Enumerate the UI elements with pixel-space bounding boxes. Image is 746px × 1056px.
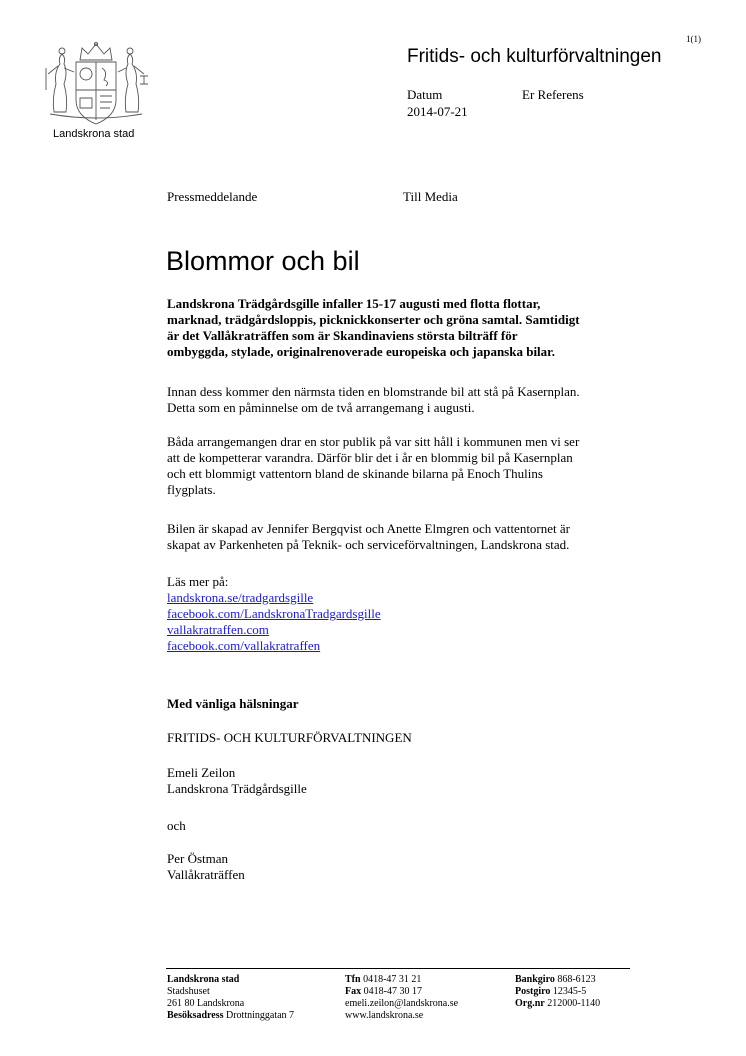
paragraph-2 xyxy=(167,434,652,498)
department-caps: FRITIDS- OCH KULTURFÖRVALTNINGEN xyxy=(167,730,412,745)
read-more-label: Läs mer på: xyxy=(167,574,229,589)
coat-of-arms-logo xyxy=(36,38,156,128)
greeting: Med vänliga hälsningar xyxy=(167,696,299,711)
footer-building: Stadshuset xyxy=(167,986,210,997)
footer-banking xyxy=(515,974,600,1010)
signature-1 xyxy=(167,765,652,797)
date-value: 2014-07-21 xyxy=(407,104,468,119)
paragraph-line: flygplats. xyxy=(167,482,216,497)
footer-fax-value: 0418-47 30 17 xyxy=(363,986,422,997)
lead-line: ombyggda, stylade, originalrenoverade europeiska och japanska bilar. xyxy=(167,344,555,359)
link-vallakratraffen[interactable]: vallakratraffen.com xyxy=(167,622,269,637)
department-name: Fritids- och kulturförvaltningen xyxy=(407,46,662,67)
lead-line: Landskrona Trädgårdsgille infaller 15-17 augusti med flotta flottar, xyxy=(167,296,541,311)
footer-orgnr-label: Org.nr xyxy=(515,998,545,1009)
footer-org: Landskrona stad xyxy=(167,974,240,985)
footer-contact xyxy=(345,974,458,1022)
signature-2 xyxy=(167,851,652,883)
link-facebook-vallakratraffen[interactable]: facebook.com/vallakratraffen xyxy=(167,638,321,653)
footer-postgiro-label: Postgiro xyxy=(515,986,551,997)
paragraph-line: Båda arrangemangen drar en stor publik på var sitt håll i kommunen men vi ser xyxy=(167,434,580,449)
footer-web: www.landskrona.se xyxy=(345,1010,424,1021)
link-facebook-tradgardsgille[interactable]: facebook.com/LandskronaTradgardsgille xyxy=(167,606,381,621)
footer-postal: 261 80 Landskrona xyxy=(167,998,245,1009)
paragraph-3 xyxy=(167,521,652,553)
footer-email: emeli.zeilon@landskrona.se xyxy=(345,998,459,1009)
paragraph-line: skapat av Parkenheten på Teknik- och serviceförvaltningen, Landskrona stad. xyxy=(167,537,570,552)
paragraph-line: att de kompetterar varandra. Därför blir det i år en blommig bil på Kasernplan xyxy=(167,450,573,465)
signature-org: Landskrona Trädgårdsgille xyxy=(167,781,307,796)
signature-name: Emeli Zeilon xyxy=(167,765,236,780)
lead-line: marknad, trädgårdsloppis, picknickkonserter och gröna samtal. Samtidigt xyxy=(167,312,580,327)
paragraph-1 xyxy=(167,384,652,416)
lead-paragraph xyxy=(167,296,652,360)
logo-text: Landskrona stad xyxy=(53,128,135,140)
document-type: Pressmeddelande xyxy=(167,189,258,204)
read-more-section xyxy=(167,574,652,654)
paragraph-line: Bilen är skapad av Jennifer Bergqvist och Anette Elmgren och vattentornet är xyxy=(167,521,570,536)
footer-visit-label: Besöksadress xyxy=(167,1010,224,1021)
link-tradgardsgille[interactable]: landskrona.se/tradgardsgille xyxy=(167,590,314,605)
footer-tfn-label: Tfn xyxy=(345,974,361,985)
footer-postgiro-value: 12345-5 xyxy=(552,986,587,997)
paragraph-line: och ett blommigt vattentorn bland de skinande bilarna på Enoch Thulins xyxy=(167,466,543,481)
footer-fax-label: Fax xyxy=(345,986,362,997)
lead-line: är det Vallåkraträffen som är Skandinaviens största bilträff för xyxy=(167,328,518,343)
footer-visit-value: Drottninggatan 7 xyxy=(226,1010,295,1021)
footer-tfn-value: 0418-47 31 21 xyxy=(363,974,422,985)
footer-divider xyxy=(166,968,630,969)
footer-bankgiro-label: Bankgiro xyxy=(515,974,555,985)
conjunction: och xyxy=(167,818,186,833)
footer-address xyxy=(167,974,294,1022)
signature-org: Vallåkraträffen xyxy=(167,867,245,882)
footer-bankgiro-value: 868-6123 xyxy=(557,974,596,985)
headline: Blommor och bil xyxy=(166,246,360,276)
footer-orgnr-value: 212000-1140 xyxy=(547,998,601,1009)
reference-label: Er Referens xyxy=(522,87,584,102)
signature-name: Per Östman xyxy=(167,851,229,866)
date-label: Datum xyxy=(407,87,443,102)
page-number: 1(1) xyxy=(686,34,701,44)
paragraph-line: Innan dess kommer den närmsta tiden en blomstrande bil att stå på Kasernplan. xyxy=(167,384,580,399)
recipient: Till Media xyxy=(403,189,458,204)
paragraph-line: Detta som en påminnelse om de två arrangemang i augusti. xyxy=(167,400,475,415)
